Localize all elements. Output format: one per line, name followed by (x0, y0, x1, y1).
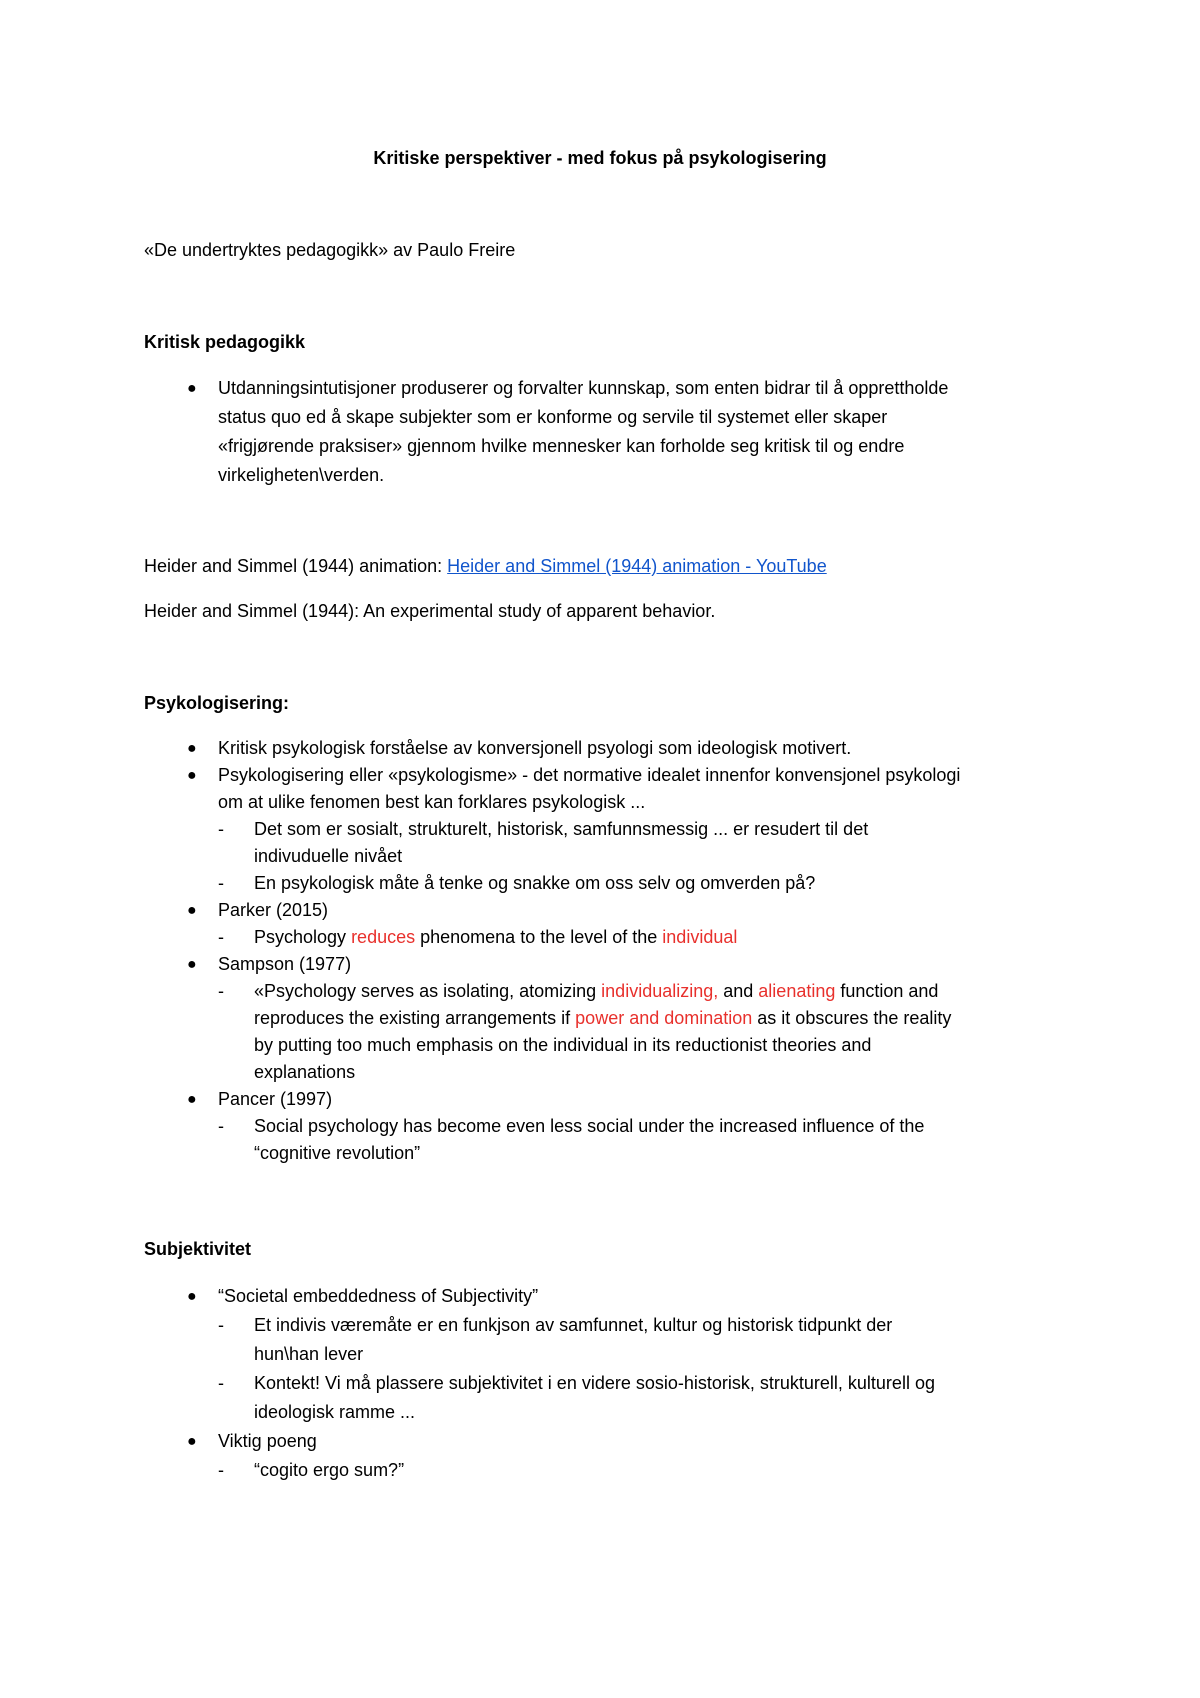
psykologisering-list (144, 735, 1064, 1167)
list-item-line: om at ulike fenomen best kan forklares psykologisk ... (218, 792, 646, 812)
kritisk-list (144, 374, 1064, 490)
highlight-text: alienating (758, 981, 836, 1001)
list-item-line: status quo ed å skape subjekter som er konforme og servile til systemet eller skaper (218, 407, 888, 427)
list-item-line: Utdanningsintutisjoner produserer og forvalter kunnskap, som enten bidrar til å opprettholde (218, 378, 949, 398)
list-item-line: Viktig poeng (218, 1431, 317, 1451)
list-item-line: Kritisk psykologisk forståelse av konversjonell psyologi som ideologisk motivert. (218, 738, 852, 758)
sub-item-line: En psykologisk måte å tenke og snakke om oss selv og omverden på? (254, 873, 816, 893)
bullet-icon: ● (187, 767, 197, 784)
section-heading-subjektivitet: Subjektivitet (144, 1239, 252, 1259)
sub-list-item (144, 1369, 1064, 1427)
dash-icon: - (218, 927, 224, 947)
sub-item-line: “cognitive revolution” (254, 1143, 421, 1163)
sub-list-item (144, 924, 1064, 951)
sub-item-line: Social psychology has become even less social under the increased influence of the (254, 1116, 925, 1136)
list-item (144, 1427, 1064, 1456)
bullet-icon: ● (187, 902, 197, 919)
dash-icon: - (218, 1116, 224, 1136)
bullet-icon: ● (187, 1433, 197, 1450)
book-reference: «De undertryktes pedagogikk» av Paulo Freire (144, 240, 516, 260)
bullet-icon: ● (187, 740, 197, 757)
sub-list-item (144, 816, 1064, 870)
sub-item-line (254, 978, 1064, 1005)
text-run: «Psychology serves as isolating, atomizing (254, 981, 602, 1001)
sub-list-item (144, 1311, 1064, 1369)
sub-item-line: Et indivis væremåte er en funkjson av samfunnet, kultur og historisk tidpunkt der (254, 1315, 893, 1335)
text-run: function and (835, 981, 939, 1001)
text-run: phenomena to the level of the (415, 927, 663, 947)
sub-item-line: ideologisk ramme ... (254, 1402, 416, 1422)
sub-list-item (144, 870, 1064, 897)
page-title: Kritiske perspektiver - med fokus på psykologisering (373, 148, 827, 168)
sub-item-line (254, 924, 1064, 951)
section-heading-psykologisering: Psykologisering: (144, 693, 290, 713)
sub-item-line: indivuduelle nivået (254, 846, 403, 866)
list-item (144, 762, 1064, 816)
list-item (144, 374, 1064, 490)
youtube-link[interactable]: Heider and Simmel (1944) animation - YouTube (447, 556, 827, 576)
heider-prefix: Heider and Simmel (1944) animation: (144, 556, 448, 576)
bullet-icon: ● (187, 956, 197, 973)
highlight-text: individual (662, 927, 738, 947)
dash-icon: - (218, 981, 224, 1001)
bullet-icon: ● (187, 1091, 197, 1108)
list-item-line: virkeligheten\verden. (218, 465, 385, 485)
list-item-line: Parker (2015) (218, 900, 329, 920)
highlight-text: individualizing, (601, 981, 719, 1001)
list-item (144, 735, 1064, 762)
sub-item-line: “cogito ergo sum?” (254, 1460, 405, 1480)
bullet-icon: ● (187, 1288, 197, 1305)
heider-line-1 (144, 556, 827, 577)
sub-item-line: hun\han lever (254, 1344, 364, 1364)
text-run: as it obscures the reality (752, 1008, 952, 1028)
list-item-line: Sampson (1977) (218, 954, 352, 974)
dash-icon: - (218, 1315, 224, 1335)
text-run: and (718, 981, 759, 1001)
list-item (144, 897, 1064, 924)
highlight-text: reduces (351, 927, 416, 947)
sub-list-item (144, 978, 1064, 1086)
heider-line-2: Heider and Simmel (1944): An experimental study of apparent behavior. (144, 601, 716, 621)
list-item (144, 1086, 1064, 1113)
list-item-line: Psykologisering eller «psykologisme» - det normative idealet innenfor konvensjonel psykologi (218, 765, 961, 785)
sub-item-line (254, 1005, 1064, 1032)
list-item-line: Pancer (1997) (218, 1089, 333, 1109)
highlight-text: power and domination (575, 1008, 753, 1028)
text-run: Psychology (254, 927, 352, 947)
section-heading-kritisk: Kritisk pedagogikk (144, 332, 306, 352)
sub-item-line: Det som er sosialt, strukturelt, historisk, samfunnsmessig ... er resudert til det (254, 819, 869, 839)
dash-icon: - (218, 1460, 224, 1480)
dash-icon: - (218, 1373, 224, 1393)
bullet-icon: ● (187, 380, 197, 397)
list-item-line: “Societal embeddedness of Subjectivity” (218, 1286, 539, 1306)
sub-item-line: Kontekt! Vi må plassere subjektivitet i en videre sosio-historisk, strukturell, kulturell og (254, 1373, 935, 1393)
list-item (144, 1282, 1064, 1311)
sub-list-item (144, 1113, 1064, 1167)
sub-item-line: by putting too much emphasis on the individual in its reductionist theories and (254, 1035, 872, 1055)
subjektivitet-list (144, 1282, 1064, 1485)
sub-list-item (144, 1456, 1064, 1485)
list-item-line: «frigjørende praksiser» gjennom hvilke mennesker kan forholde seg kritisk til og endre (218, 436, 905, 456)
sub-item-line: explanations (254, 1062, 356, 1082)
dash-icon: - (218, 873, 224, 893)
list-item (144, 951, 1064, 978)
dash-icon: - (218, 819, 224, 839)
text-run: reproduces the existing arrangements if (254, 1008, 576, 1028)
